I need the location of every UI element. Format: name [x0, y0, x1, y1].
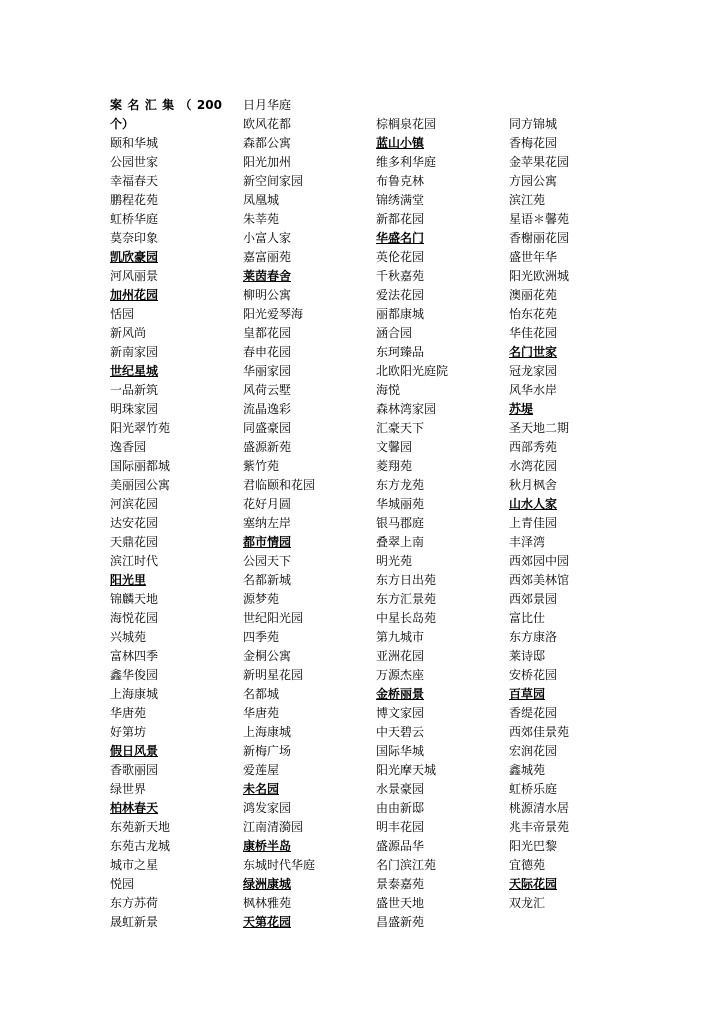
name-entry: 上海康城	[110, 687, 159, 701]
name-entry: 棕榈泉花园	[376, 117, 437, 131]
name-entry: 新空间家园	[243, 174, 304, 188]
name-entry: 鑫城苑	[509, 763, 546, 777]
name-entry: 香歌丽园	[110, 763, 159, 777]
name-entry: 枫林雅苑	[243, 896, 292, 910]
name-entry: 丽都康城	[376, 307, 425, 321]
name-entry: 海悦花园	[110, 611, 159, 625]
column-3	[376, 96, 448, 932]
name-entry	[509, 96, 569, 115]
name-entry: 日月华庭	[243, 98, 292, 112]
name-entry: 圣天地二期	[509, 421, 570, 435]
name-entry: 澳丽花苑	[509, 288, 558, 302]
name-entry: 西郊佳景苑	[509, 725, 570, 739]
name-entry: 西部秀苑	[509, 440, 558, 454]
name-entry: 西郊景园	[509, 592, 558, 606]
name-entry: 宜德苑	[509, 858, 546, 872]
name-entry: 东苑新天地	[110, 820, 171, 834]
name-entry: 明光苑	[376, 554, 413, 568]
name-entry: 中星长岛苑	[376, 611, 437, 625]
name-entry: 明珠家园	[110, 402, 159, 416]
name-entry: 文馨园	[376, 440, 413, 454]
name-entry: 海悦	[376, 383, 401, 397]
name-entry: 新南家园	[110, 345, 159, 359]
name-entry: 华唐苑	[243, 706, 280, 720]
name-entry: 华唐苑	[110, 706, 147, 720]
document-title-continued: 个）	[110, 117, 135, 131]
name-entry: 都市情园	[243, 535, 292, 549]
name-entry: 城市之星	[110, 858, 159, 872]
name-entry: 爱法花园	[376, 288, 425, 302]
name-entry: 百草园	[509, 687, 546, 701]
name-entry: 凯欣豪园	[110, 250, 159, 264]
name-entry: 江南清漪园	[243, 820, 304, 834]
name-entry: 北欧阳光庭院	[376, 364, 449, 378]
name-entry: 国际华城	[376, 744, 425, 758]
name-entry: 阳光翠竹苑	[110, 421, 171, 435]
name-entry: 亚洲花园	[376, 649, 425, 663]
name-entry: 秋月枫舍	[509, 478, 558, 492]
name-entry: 流晶逸彩	[243, 402, 292, 416]
name-entry: 虹桥乐庭	[509, 782, 558, 796]
name-entry: 华盛名门	[376, 231, 425, 245]
name-entry: 盛世年华	[509, 250, 558, 264]
name-entry: 莱诗邸	[509, 649, 546, 663]
name-entry: 丰泽湾	[509, 535, 546, 549]
name-entry: 逸香园	[110, 440, 147, 454]
name-entry: 桃源清水居	[509, 801, 570, 815]
name-entry: 好第坊	[110, 725, 147, 739]
name-entry: 新梅广场	[243, 744, 292, 758]
name-entry: 金苹果花园	[509, 155, 570, 169]
name-entry: 富比仕	[509, 611, 546, 625]
name-entry: 莫奈印象	[110, 231, 159, 245]
name-entry: 加州花园	[110, 288, 159, 302]
name-entry: 森都公寓	[243, 136, 292, 150]
name-entry: 一品新筑	[110, 383, 159, 397]
column-4	[509, 96, 569, 913]
name-entry: 绿世界	[110, 782, 147, 796]
name-entry: 滨江时代	[110, 554, 159, 568]
name-entry: 晟虹新景	[110, 915, 159, 929]
name-entry: 源梦苑	[243, 592, 280, 606]
name-entry: 东苑古龙城	[110, 839, 171, 853]
name-entry: 新明星花园	[243, 668, 304, 682]
name-entry: 东方汇景苑	[376, 592, 437, 606]
name-entry: 凤凰城	[243, 193, 280, 207]
name-entry: 金桐公寓	[243, 649, 292, 663]
name-entry: 假日风景	[110, 744, 159, 758]
name-entry: 公园世家	[110, 155, 159, 169]
name-entry: 鹏程花苑	[110, 193, 159, 207]
name-entry: 同盛豪园	[243, 421, 292, 435]
name-entry: 万源杰座	[376, 668, 425, 682]
name-entry: 华城丽苑	[376, 497, 425, 511]
name-entry: 东方日出苑	[376, 573, 437, 587]
name-entry: 苏堤	[509, 402, 534, 416]
name-entry: 星语＊馨苑	[509, 212, 570, 226]
name-entry: 昌盛新苑	[376, 915, 425, 929]
name-entry: 东方龙苑	[376, 478, 425, 492]
name-entry: 华佳花园	[509, 326, 558, 340]
column-2-list	[243, 96, 315, 932]
name-entry: 公园天下	[243, 554, 292, 568]
name-entry: 宏润花园	[509, 744, 558, 758]
name-entry: 欧风花都	[243, 117, 292, 131]
name-entry: 阳光摩天城	[376, 763, 437, 777]
column-4-list	[509, 96, 569, 913]
column-1-list	[110, 134, 222, 932]
name-entry: 爱莲屋	[243, 763, 280, 777]
name-entry: 香缇花园	[509, 706, 558, 720]
name-entry: 美丽园公寓	[110, 478, 171, 492]
name-entry: 新都花园	[376, 212, 425, 226]
name-entry: 由由新邸	[376, 801, 425, 815]
name-entry: 颐和华城	[110, 136, 159, 150]
name-entry: 森林湾家园	[376, 402, 437, 416]
name-entry: 蓝山小镇	[376, 136, 425, 150]
name-entry: 景泰嘉苑	[376, 877, 425, 891]
name-entry: 幸福春天	[110, 174, 159, 188]
name-entry: 君临颐和花园	[243, 478, 316, 492]
name-entry: 风荷云墅	[243, 383, 292, 397]
name-entry: 恬园	[110, 307, 135, 321]
name-entry: 小富人家	[243, 231, 292, 245]
name-entry: 上海康城	[243, 725, 292, 739]
name-entry: 兴城苑	[110, 630, 147, 644]
column-1	[110, 96, 222, 932]
name-entry: 名门世家	[509, 345, 558, 359]
name-entry: 涵合园	[376, 326, 413, 340]
name-entry: 名门滨江苑	[376, 858, 437, 872]
name-entry: 嘉富丽苑	[243, 250, 292, 264]
name-entry: 上青佳园	[509, 516, 558, 530]
column-2	[243, 96, 315, 932]
name-entry: 世纪星城	[110, 364, 159, 378]
name-entry: 富林四季	[110, 649, 159, 663]
name-entry: 东城时代华庭	[243, 858, 316, 872]
name-entry: 花好月圆	[243, 497, 292, 511]
name-entry: 兆丰帝景苑	[509, 820, 570, 834]
name-entry: 锦麟天地	[110, 592, 159, 606]
name-entry: 同方锦城	[509, 117, 558, 131]
name-entry: 塞纳左岸	[243, 516, 292, 530]
name-entry: 叠翠上南	[376, 535, 425, 549]
name-entry: 新风尚	[110, 326, 147, 340]
name-entry: 鸿发家园	[243, 801, 292, 815]
name-entry: 香梅花园	[509, 136, 558, 150]
name-entry: 名都新城	[243, 573, 292, 587]
name-entry: 汇豪天下	[376, 421, 425, 435]
name-entry: 悦园	[110, 877, 135, 891]
name-entry: 春申花园	[243, 345, 292, 359]
name-entry: 鑫华俊园	[110, 668, 159, 682]
name-entry: 柳明公寓	[243, 288, 292, 302]
name-entry: 阳光欧洲城	[509, 269, 570, 283]
name-entry: 盛源新苑	[243, 440, 292, 454]
name-entry: 莱茵春舍	[243, 269, 292, 283]
column-3-list	[376, 96, 448, 932]
name-entry: 中天碧云	[376, 725, 425, 739]
name-entry: 天际花园	[509, 877, 558, 891]
name-entry: 冠龙家园	[509, 364, 558, 378]
name-entry: 绿洲康城	[243, 877, 292, 891]
name-entry: 风华水岸	[509, 383, 558, 397]
name-entry: 菱翔苑	[376, 459, 413, 473]
name-entry: 锦绣满堂	[376, 193, 425, 207]
name-entry: 柏林春天	[110, 801, 159, 815]
name-entry: 东方康洛	[509, 630, 558, 644]
name-entry: 皇都花园	[243, 326, 292, 340]
name-entry: 东方苏荷	[110, 896, 159, 910]
name-entry: 达安花园	[110, 516, 159, 530]
name-entry: 博文家园	[376, 706, 425, 720]
name-entry: 西郊园中园	[509, 554, 570, 568]
name-entry: 怡东花苑	[509, 307, 558, 321]
name-entry: 盛源品华	[376, 839, 425, 853]
name-entry: 方园公寓	[509, 174, 558, 188]
name-entry: 金桥丽景	[376, 687, 425, 701]
name-entry: 未名园	[243, 782, 280, 796]
name-entry: 西郊美林馆	[509, 573, 570, 587]
name-entry: 水景豪园	[376, 782, 425, 796]
name-entry: 紫竹苑	[243, 459, 280, 473]
name-entry	[376, 96, 448, 115]
name-entry: 天鼎花园	[110, 535, 159, 549]
name-entry: 华丽家园	[243, 364, 292, 378]
name-entry: 河风丽景	[110, 269, 159, 283]
name-entry: 东珂臻品	[376, 345, 425, 359]
name-entry: 山水人家	[509, 497, 558, 511]
name-entry: 河滨花园	[110, 497, 159, 511]
name-entry: 盛世天地	[376, 896, 425, 910]
name-entry: 维多利华庭	[376, 155, 437, 169]
name-entry: 国际丽都城	[110, 459, 171, 473]
name-entry: 第九城市	[376, 630, 425, 644]
name-entry: 四季苑	[243, 630, 280, 644]
name-entry: 朱莘苑	[243, 212, 280, 226]
name-entry: 阳光爱琴海	[243, 307, 304, 321]
name-entry: 滨江苑	[509, 193, 546, 207]
name-entry: 英伦花园	[376, 250, 425, 264]
name-entry: 安桥花园	[509, 668, 558, 682]
name-entry: 布鲁克林	[376, 174, 425, 188]
name-entry: 阳光里	[110, 573, 147, 587]
name-entry: 阳光巴黎	[509, 839, 558, 853]
name-entry: 世纪阳光园	[243, 611, 304, 625]
name-entry: 水湾花园	[509, 459, 558, 473]
name-entry: 阳光加州	[243, 155, 292, 169]
name-entry: 名都城	[243, 687, 280, 701]
document-title: 案 名 汇 集 （ 200	[110, 98, 222, 112]
name-entry: 康桥半岛	[243, 839, 292, 853]
name-entry: 双龙汇	[509, 896, 546, 910]
name-entry: 虹桥华庭	[110, 212, 159, 226]
name-entry: 千秋嘉苑	[376, 269, 425, 283]
name-entry: 明丰花园	[376, 820, 425, 834]
name-entry: 银马郡庭	[376, 516, 425, 530]
name-entry: 天第花园	[243, 915, 292, 929]
name-entry: 香榭丽花园	[509, 231, 570, 245]
